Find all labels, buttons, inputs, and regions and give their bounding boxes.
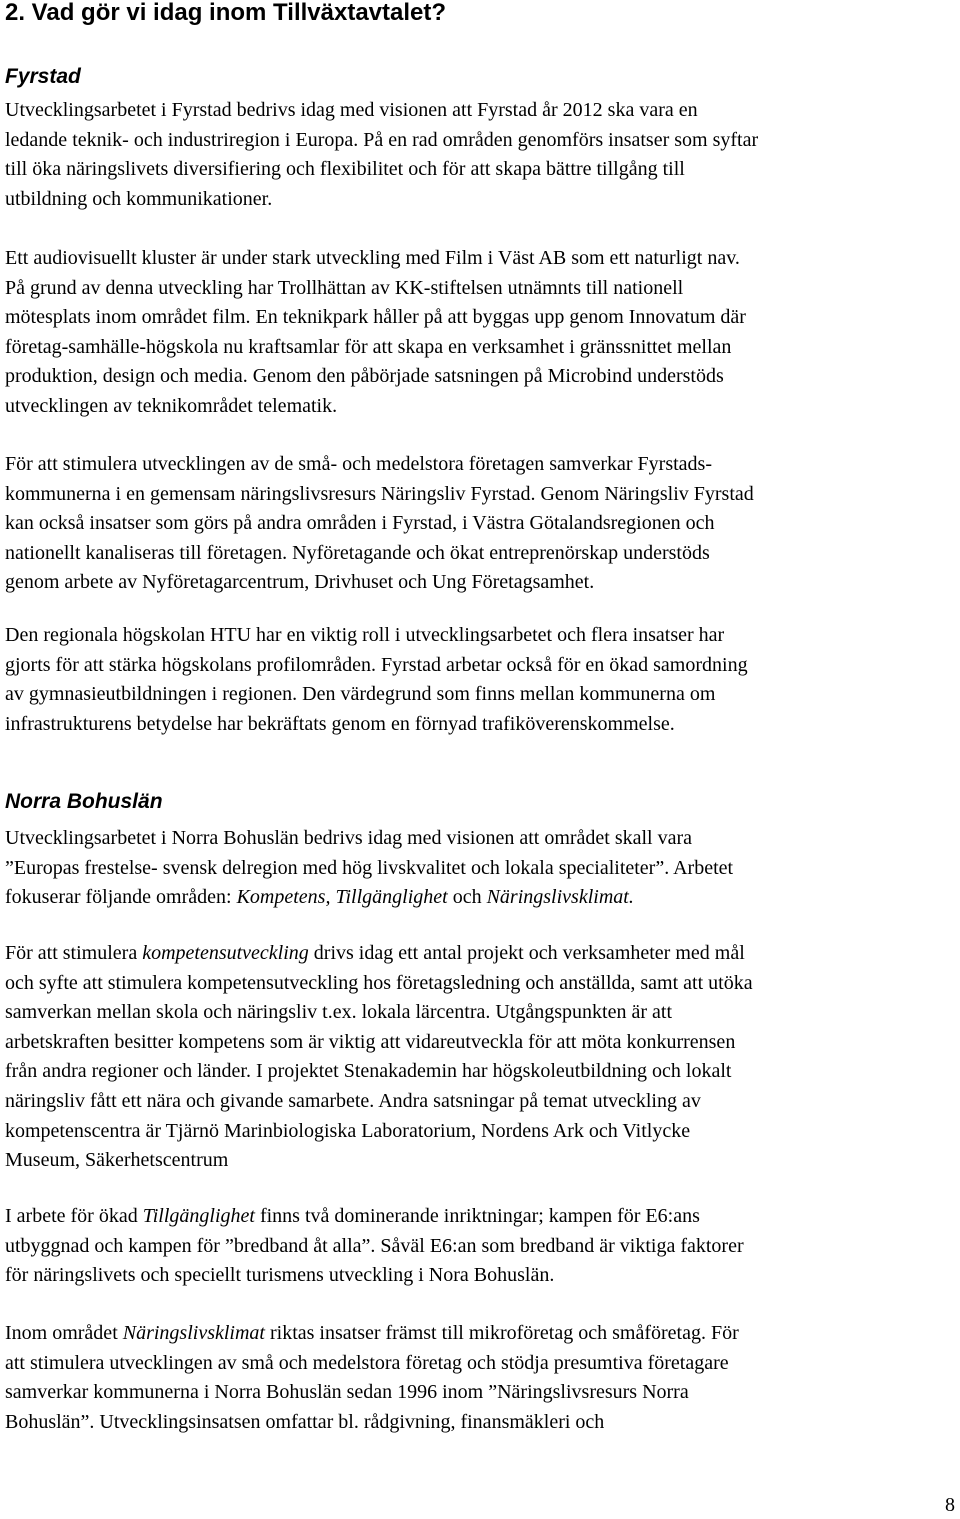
text-line: Utvecklingsarbetet i Norra Bohuslän bedrivs idag med visionen att området skall vara <box>5 827 693 849</box>
section-heading: 2. Vad gör vi idag inom Tillväxtavtalet? <box>5 0 447 26</box>
emphasis-text: Tillgänglighet <box>142 1205 255 1227</box>
text-run: drivs idag ett antal projekt och verksamheter med mål <box>308 942 745 964</box>
text-line: mötesplats inom området film. En teknikpark håller på att byggas upp genom Innovatum där <box>5 306 746 329</box>
text-line: Museum, Säkerhetscentrum <box>5 1149 229 1172</box>
emphasis-text: Näringslivsklimat. <box>486 886 634 909</box>
text-run: riktas insatser främst till mikroföretag och småföretag. För <box>264 1322 739 1344</box>
text-run: finns två dominerande inriktningar; kampen för E6:ans <box>254 1205 700 1227</box>
text-line: utvecklingen av teknikområdet telematik. <box>5 394 338 417</box>
text-line: nationellt kanaliseras till företagen. Nyföretagande och ökat entreprenörskap understöds <box>5 541 710 564</box>
text-run: och <box>447 886 487 909</box>
text-line: ledande teknik- och industriregion i Europa. På en rad områden genomförs insatser som syftar <box>5 128 759 151</box>
text-line: På grund av denna utveckling har Trollhättan av KK-stiftelsen utnämnts till nationell <box>5 276 684 299</box>
text-line: samverkar kommunerna i Norra Bohuslän sedan 1996 inom ”Näringslivsresurs Norra <box>5 1381 689 1404</box>
text-line: ”Europas frestelse- svensk delregion med hög livskvalitet och lokala specialiteter”. Arbetet <box>5 856 734 879</box>
text-line: samverkan mellan skola och näringsliv t.ex. lokala lärcentra. Utgångspunkten är att <box>5 1001 673 1024</box>
text-line: och syfte att stimulera kompetensutveckling hos företagsledning och anställda, samt att utöka <box>5 971 753 994</box>
text-line: till öka näringslivets diversifiering och flexibilitet och för att skapa bättre tillgång till <box>5 158 685 181</box>
bohuslan-heading: Norra Bohuslän <box>5 790 163 813</box>
text-run: I arbete för ökad <box>5 1205 143 1227</box>
text-line: infrastrukturens betydelse har bekräftats genom en förnyad trafiköverenskommelse. <box>5 712 675 735</box>
text-line: kan också insatser som görs på andra områden i Fyrstad, i Västra Götalandsregionen och <box>5 512 715 535</box>
fyrstad-paragraph-3 <box>5 450 955 598</box>
fyrstad-paragraph-4 <box>5 621 955 739</box>
text-run: fokuserar följande områden: <box>5 886 237 909</box>
text-line: Bohuslän”. Utvecklingsinsatsen omfattar bl. rådgivning, finansmäkleri och <box>5 1410 605 1433</box>
emphasis-text: kompetensutveckling <box>142 942 309 964</box>
text-line <box>5 1202 955 1232</box>
page-number: 8 <box>945 1494 955 1516</box>
text-line: Ett audiovisuellt kluster är under stark utveckling med Film i Väst AB som ett naturligt nav. <box>5 247 740 269</box>
text-line: genom arbete av Nyföretagarcentrum, Drivhuset och Ung Företagsamhet. <box>5 571 595 594</box>
text-line <box>5 1319 955 1349</box>
text-line: utbyggnad och kampen för ”bredband åt alla”. Såväl E6:an som bredband är viktiga faktorer <box>5 1234 744 1257</box>
emphasis-text: Kompetens, Tillgänglighet <box>236 886 448 909</box>
fyrstad-paragraph-1 <box>5 96 955 214</box>
text-line: av gymnasieutbildningen i regionen. Den värdegrund som finns mellan kommunerna om <box>5 683 716 706</box>
text-line: För att stimulera utvecklingen av de små- och medelstora företagen samverkar Fyrstads- <box>5 453 712 475</box>
fyrstad-heading: Fyrstad <box>5 65 81 88</box>
text-line: utbildning och kommunikationer. <box>5 187 273 210</box>
bohuslan-paragraph-2 <box>5 939 955 1176</box>
text-line: gjorts för att stärka högskolans profilområden. Fyrstad arbetar också för en ökad samordning <box>5 653 748 676</box>
bohuslan-paragraph-1 <box>5 824 955 913</box>
fyrstad-paragraph-2 <box>5 244 955 422</box>
text-line: för näringslivets och speciellt turismens utveckling i Nora Bohuslän. <box>5 1264 555 1287</box>
text-line: från andra regioner och länder. I projektet Stenakademin har högskoleutbildning och lokalt <box>5 1060 732 1083</box>
text-line: arbetskraften besitter kompetens som är viktig att vidareutveckla för att möta konkurrensen <box>5 1030 736 1053</box>
text-line: Utvecklingsarbetet i Fyrstad bedrivs idag med visionen att Fyrstad år 2012 ska vara en <box>5 99 698 121</box>
text-line <box>5 939 955 969</box>
bohuslan-paragraph-3 <box>5 1202 955 1291</box>
text-run: För att stimulera <box>5 942 143 964</box>
text-line: företag-samhälle-högskola nu kraftsamlar för att skapa en verksamhet i gränssnittet mellan <box>5 335 732 358</box>
text-line: produktion, design och media. Genom den påbörjade satsningen på Microbind understöds <box>5 365 724 388</box>
text-run: Inom området <box>5 1322 123 1344</box>
text-line <box>5 883 955 913</box>
text-line: kommunerna i en gemensam näringslivsresurs Näringsliv Fyrstad. Genom Näringsliv Fyrstad <box>5 482 754 505</box>
text-line: att stimulera utvecklingen av små och medelstora företag och stödja presumtiva företagare <box>5 1351 729 1374</box>
bohuslan-paragraph-4 <box>5 1319 955 1437</box>
text-line: kompetenscentra är Tjärnö Marinbiologiska Laboratorium, Nordens Ark och Vitlycke <box>5 1119 691 1142</box>
emphasis-text: Näringslivsklimat <box>122 1322 265 1344</box>
text-line: Den regionala högskolan HTU har en viktig roll i utvecklingsarbetet och flera insatser har <box>5 624 725 646</box>
text-line: näringsliv fått ett nära och givande samarbete. Andra satsningar på temat utveckling av <box>5 1089 701 1112</box>
